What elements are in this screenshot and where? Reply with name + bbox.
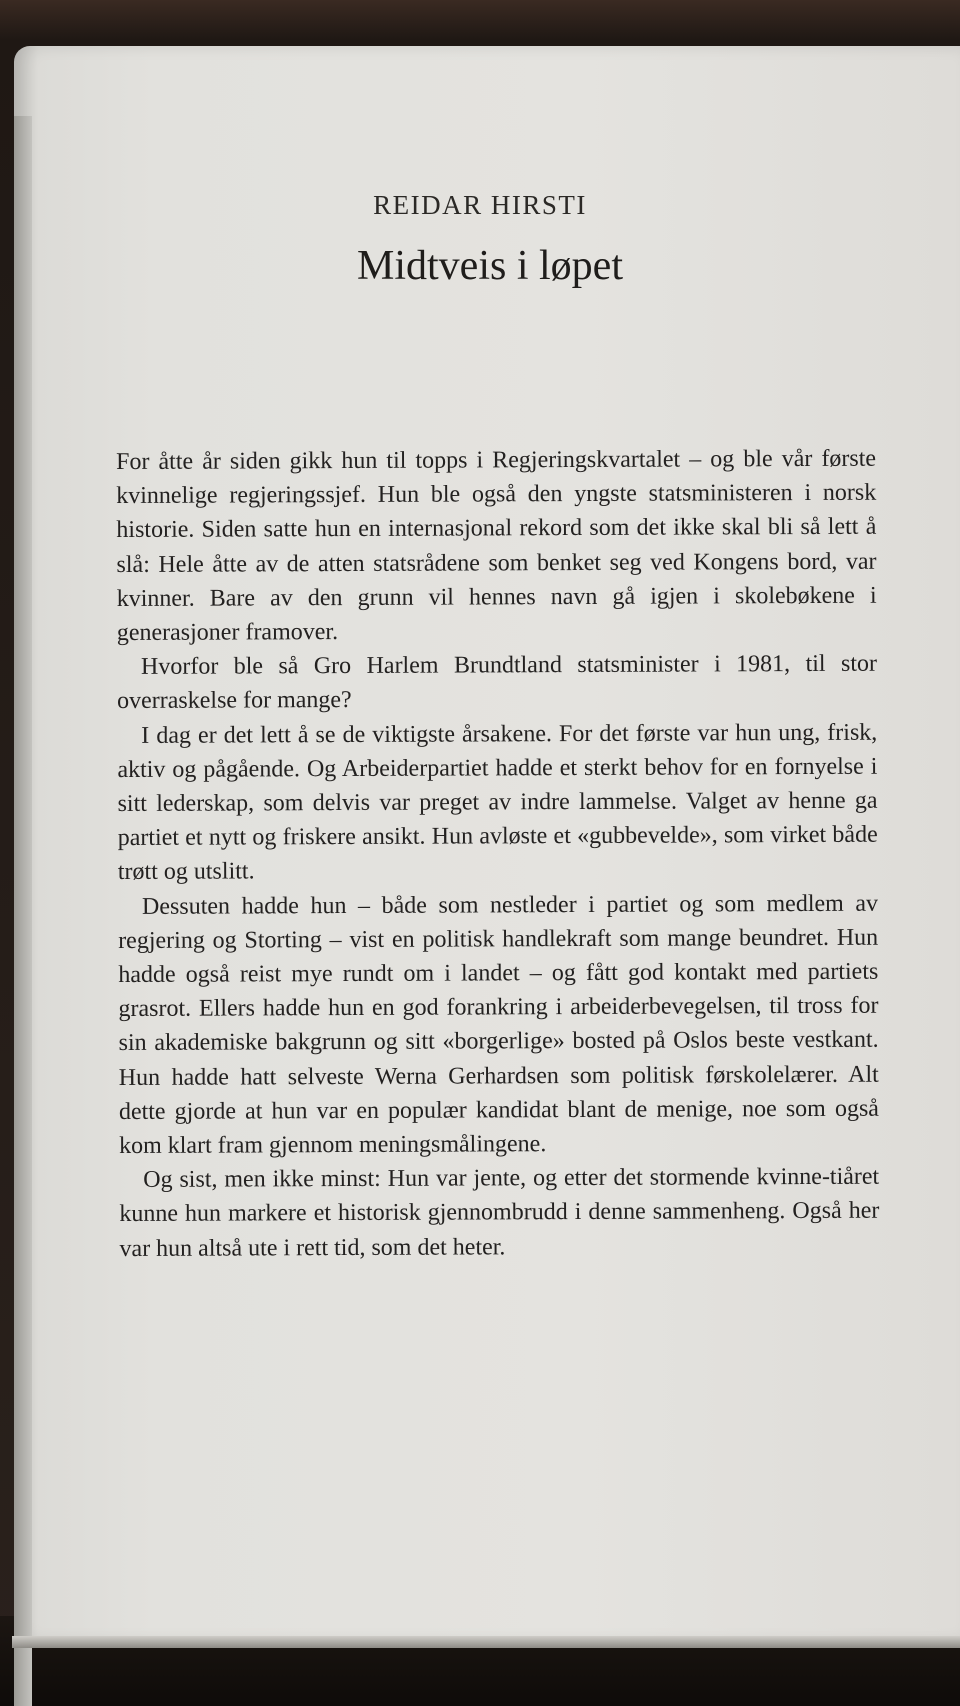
author-name: REIDAR HIRSTI — [373, 190, 587, 220]
chapter-title: Midtveis i løpet — [357, 243, 623, 289]
page-gutter — [14, 116, 32, 1706]
paragraph-5: Og sist, men ikke minst: Hun var jente, og etter det stormende kvinne-tiåret kunne hun markere et historisk gjennombrudd i denne sammenheng. Også her var hun altså ute i rett tid, som det heter. — [119, 1163, 880, 1262]
paragraph-1: For åtte år siden gikk hun til topps i Regjeringskvartalet – og ble vår første kvinnelige regjeringssjef. Hun ble også den yngste statsministeren i norsk historie. Siden satte hun en internasjonal rekord som det ikke skal bli så lett å slå: Hele åtte av de atten statsrådene som benket seg ved Kongens bord, var kvinner. Bare av den grunn vil hennes navn gå igjen i skolebøkene i generasjoner framover. — [116, 445, 877, 647]
body-text — [116, 442, 880, 1266]
paragraph-3: I dag er det lett å se de viktigste årsakene. For det første var hun ung, frisk, aktiv og pågående. Og Arbeiderpartiet hadde et sterkt behov for en fornyelse i sitt lederskap, som delvis var preget av indre lammelse. Valget av henne ga partiet et nytt og friskere ansikt. Hun avløste et «gubbevelde», som virket både trøtt og utslitt. — [117, 719, 878, 886]
paragraph-2: Hvorfor ble så Gro Harlem Brundtland statsminister i 1981, til stor overraskelse for mange? — [117, 650, 878, 715]
paragraph-4: Dessuten hadde hun – både som nestleder i partiet og som medlem av regjering og Storting – vist en politisk handlekraft som mange beundret. Hun hadde også reist mye rundt om i landet – og fått god kontakt med partiets grasrot. Ellers hadde hun en god forankring i arbeiderbevegelsen, til tross for sin akademiske bakgrunn og sitt «borgerlige» bosted på Oslos beste vestkant. Hun hadde hatt selveste Werna Gerhardsen som politisk førskolelærer. Alt dette gjorde at hun var en populær kandidat blant de menige, noe som også kom klart fram gjennom meningsmålingene. — [118, 890, 879, 1160]
page-bottom-edge — [12, 1636, 960, 1648]
